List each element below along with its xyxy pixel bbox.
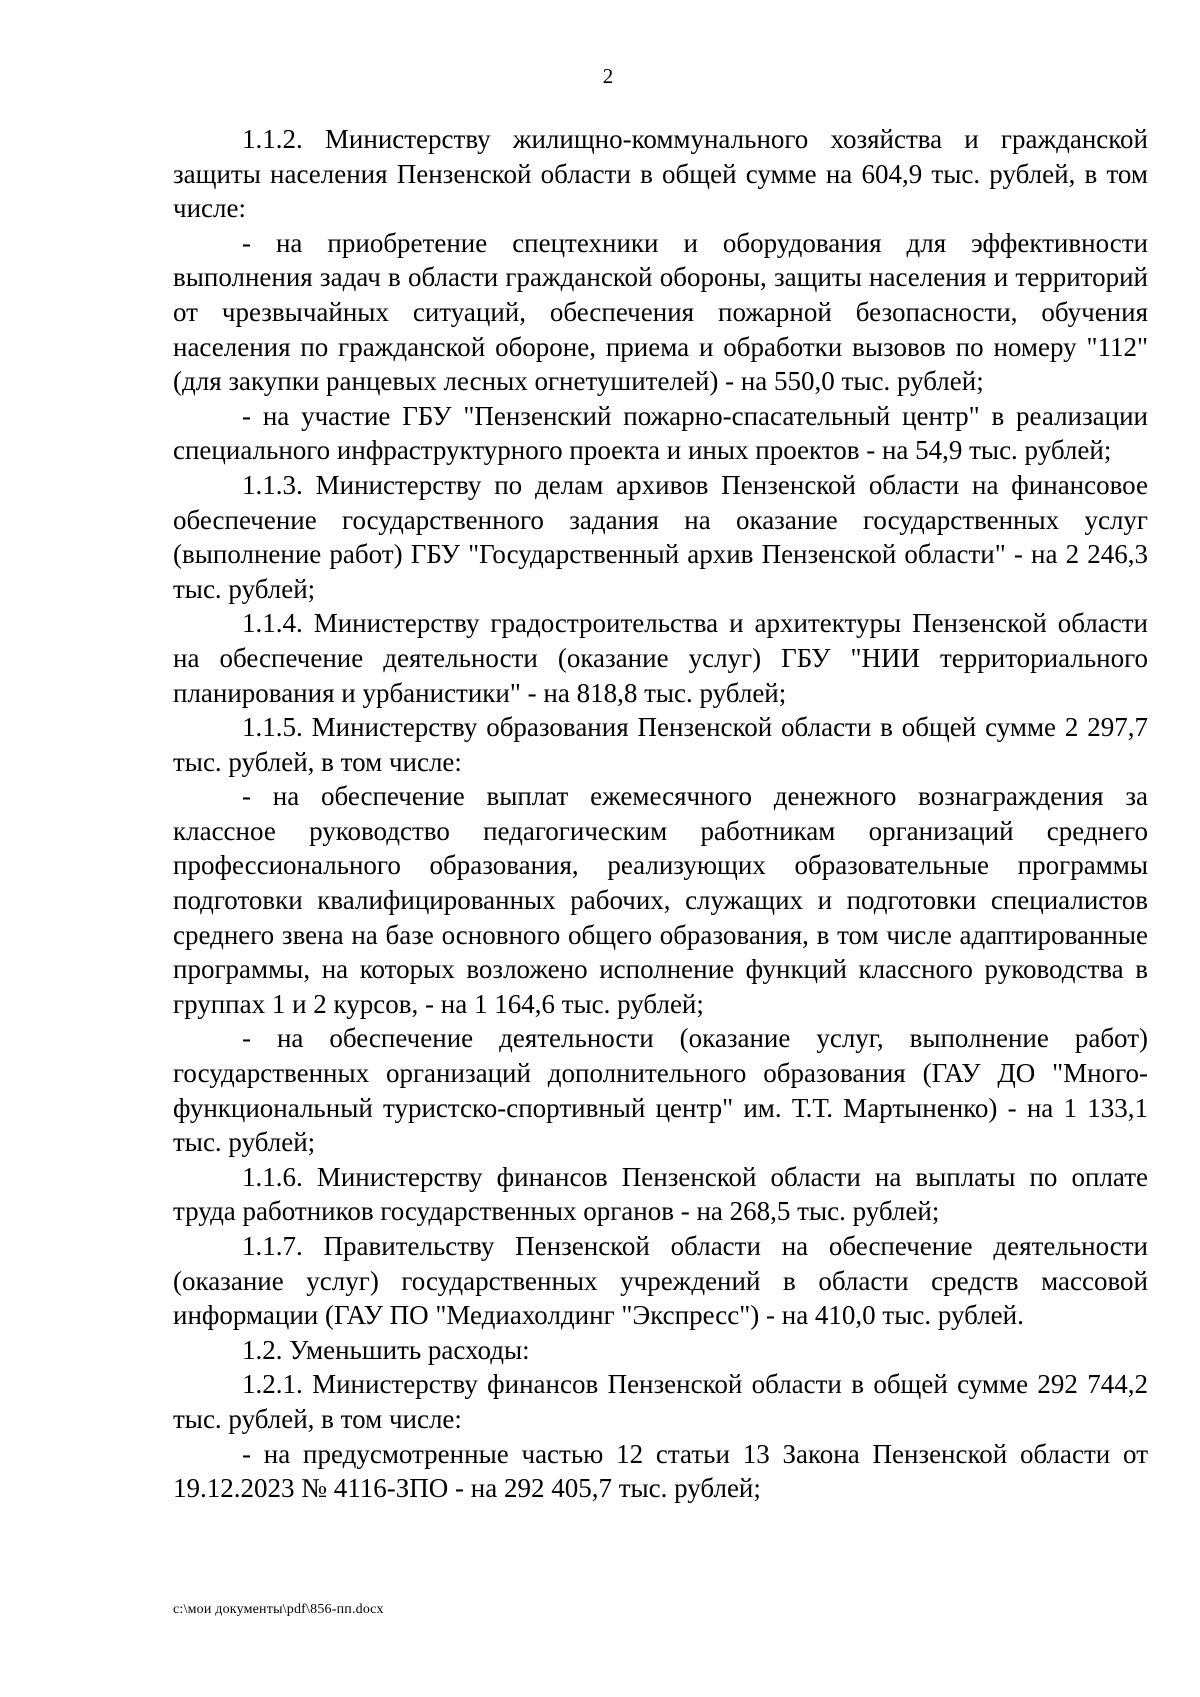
paragraph-1-2-1-item-law: - на предусмотренные частью 12 статьи 13 Закона Пензенской области от 19.12.2023 № 4116-ЗПО - на 292 405,7 тыс. рублей; (173, 1438, 1148, 1504)
footer-file-path: c:\мои документы\pdf\856-пп.docx (173, 1602, 384, 1617)
paragraph-1-2: 1.2. Уменьшить расходы: (242, 1334, 530, 1365)
paragraph-1-2-1: 1.2.1. Министерству финансов Пензенской области в общей сумме 292 744,2 тыс. рублей, в том числе: (173, 1369, 1148, 1434)
paragraph-1-1-5-item-class-management: - на обеспечение выплат ежемесячного денежного вознаграждения за классное руководство педагогическим работникам организаций среднего профессионального образования, реализующих образовательные программы подготовки квалифицированных рабочих, служащих и подготовки специалистов среднего звена на базе основного общего образования, в том числе адаптированные программы, на которых возложено исполнение функций классного руководства в группах 1 и 2 курсов, - на 1 164,6 тыс. рублей; (173, 781, 1148, 1019)
paragraph-1-1-3: 1.1.3. Министерству по делам архивов Пензенской области на финансовое обеспечение государственного задания на оказание государственных услуг (выполнение работ) ГБУ "Государственный архив Пензенской области" - на 2 246,3 тыс. рублей; (173, 469, 1148, 604)
document-body (173, 122, 1148, 1506)
paragraph-1-1-2-item-fire-rescue-center: - на участие ГБУ "Пензенский пожарно-спасательный центр" в реализации специального инфраструктурного проекта и иных проектов - на 54,9 тыс. рублей; (173, 400, 1148, 466)
paragraph-1-1-5-item-additional-education: - на обеспечение деятельности (оказание услуг, выполнение работ) государственных организаций дополнительного образования (ГАУ ДО "Много-функциональный туристско-спортивный центр" им. Т.Т. Мартыненко) - на 1 133,1 тыс. рублей; (173, 1023, 1148, 1158)
paragraph-1-1-7: 1.1.7. Правительству Пензенской области на обеспечение деятельности (оказание услуг) государственных учреждений в области средств массовой информации (ГАУ ПО "Медиахолдинг "Экспресс") - на 410,0 тыс. рублей. (173, 1231, 1148, 1331)
paragraph-1-1-6: 1.1.6. Министерству финансов Пензенской области на выплаты по оплате труда работников государственных органов - на 268,5 тыс. рублей; (173, 1161, 1148, 1227)
paragraph-1-1-2: 1.1.2. Министерству жилищно-коммунального хозяйства и гражданской защиты населения Пензенской области в общей сумме на 604,9 тыс. рублей, в том числе: (173, 124, 1148, 224)
paragraph-1-1-5: 1.1.5. Министерству образования Пензенской области в общей сумме 2 297,7 тыс. рублей, в том числе: (173, 712, 1148, 777)
page-number: 2 (602, 64, 614, 88)
paragraph-1-1-4: 1.1.4. Министерству градостроительства и архитектуры Пензенской области на обеспечение деятельности (оказание услуг) ГБУ "НИИ территориального планирования и урбанистики" - на 818,8 тыс. рублей; (173, 608, 1148, 708)
paragraph-1-1-2-item-equipment: - на приобретение спецтехники и оборудования для эффективности выполнения задач в области гражданской обороны, защиты населения и территорий от чрезвычайных ситуаций, обеспечения пожарной безопасности, обучения населения по гражданской обороне, приема и обработки вызовов по номеру "112" (для закупки ранцевых лесных огнетушителей) - на 550,0 тыс. рублей; (173, 227, 1148, 397)
